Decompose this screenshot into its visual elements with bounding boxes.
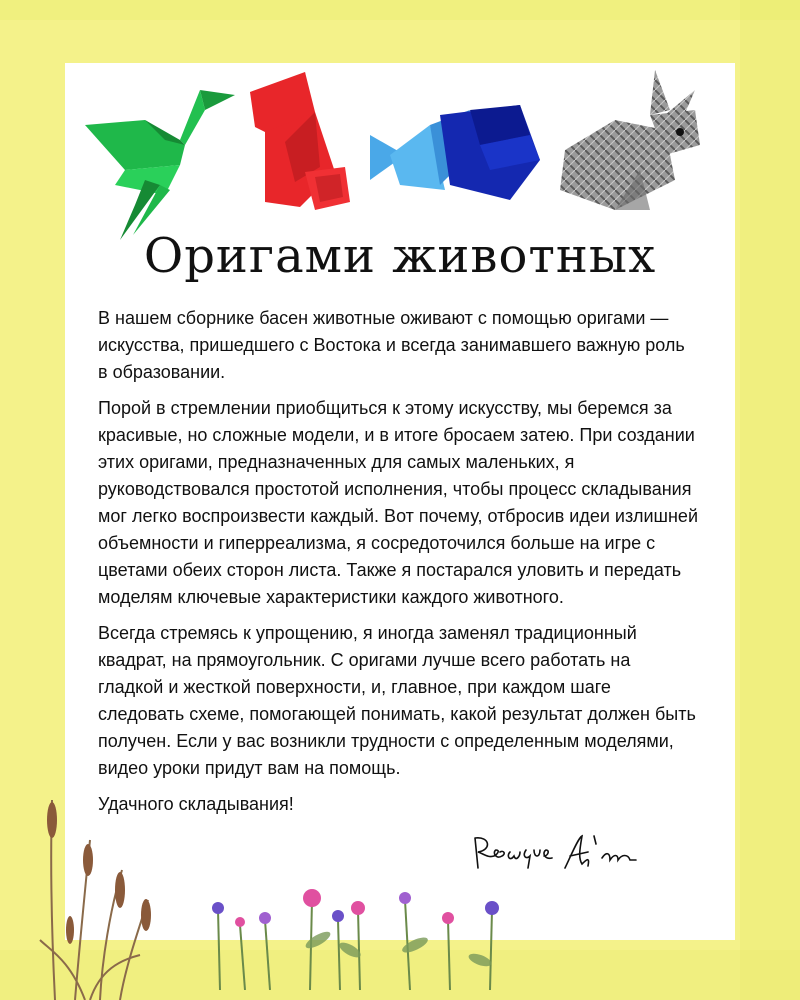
page-title: Оригами животных [143,228,657,284]
author-signature [470,828,640,878]
paragraph: В нашем сборнике басен животные оживают с помощью оригами — искусства, пришедшего с Востока и всегда занимавшего важную роль в образовании. [98,308,685,382]
intro-text [98,305,698,827]
paragraph: Всегда стремясь к упрощению, я иногда заменял традиционный квадрат, на прямоугольник. С оригами лучше всего работать на гладкой и жесткой поверхности, и, главное, при каждом шаге следовать схеме, помогающей понимать, какой результат должен быть получен. Если у вас возникли трудности с определенным моделями, видео уроки придут вам на помощь. [98,623,696,778]
cattail-plant-icon [30,790,160,1000]
origami-bird-icon [85,85,240,245]
wildflowers-icon [200,880,520,990]
paragraph: Порой в стремлении приобщиться к этому искусству, мы беремся за красивые, но сложные модели, и в итоге бросаем затею. При создании этих оригами, предназначенных для самых маленьких, я руководствовался простотой исполнения, чтобы процесс складывания мог легко воспроизвести каждый. Вот почему, отбросив идеи излишней объемности и гиперреализма, я сосредоточился больше на игре с цветами обеих сторон листа. Также я постарался уловить и передать моделям ключевые характеристики каждого животного. [98,398,698,607]
origami-fish-icon [370,100,545,205]
frame-streak [0,0,800,20]
frame-streak [740,0,800,1000]
origami-fox-icon [245,72,355,212]
origami-rabbit-icon [555,70,715,220]
paragraph: Удачного складывания! [98,794,294,814]
